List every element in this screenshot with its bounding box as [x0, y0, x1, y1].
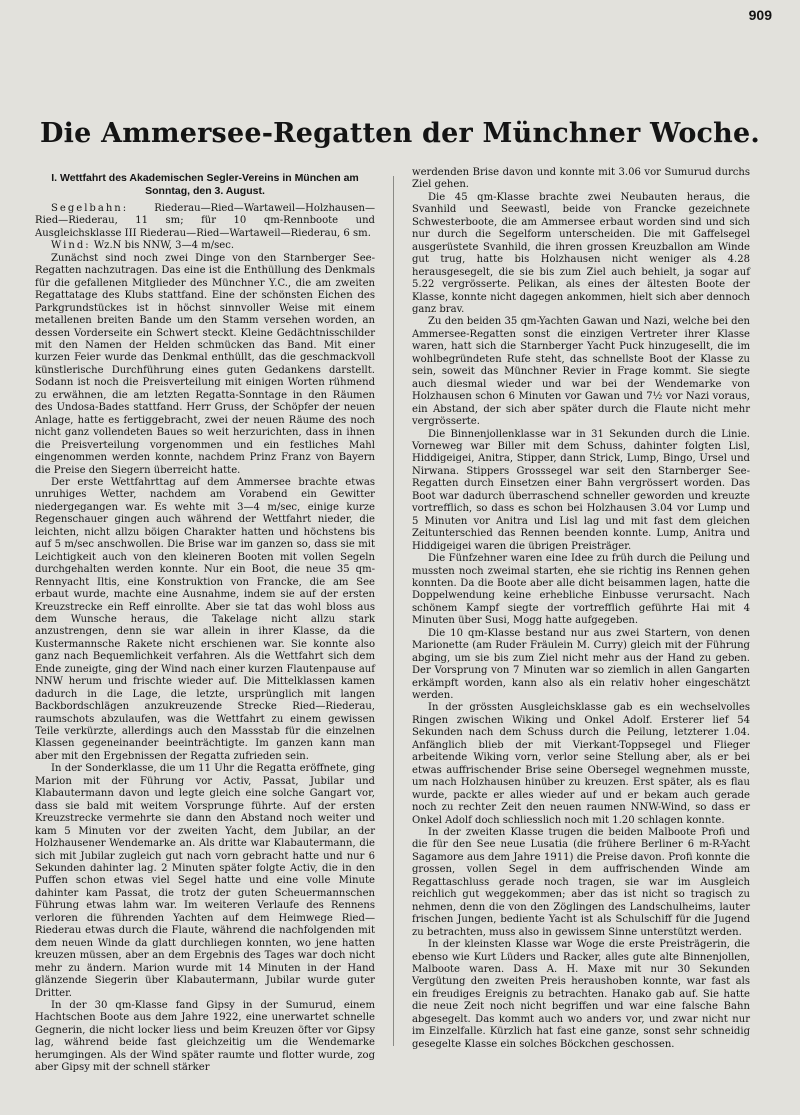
paragraph: In der zweiten Klasse trugen die beiden Malboote Profi und die für den See neue Lusatia (die frühere Berliner 6 m-R-Yacht Sagamore aus dem Jahre 1911) die Preise davon. Profi konnte die grossen, vollen Segel in dem auffrischenden Winde am Regattaschluss gerade noch tragen, sie war im Ausgleich reichlich gut weggekommen; aber das ist nicht so tragisch zu nehmen, denn die von den Zöglingen des Landschulheims, lauter frischen Jungen, bediente Yacht ist als Schulschiff für die Jugend zu betrachten, muss also in gewissem Sinne unterstützt werden. [412, 827, 750, 938]
wind-text: Wz.N bis NNW, 3—4 m/sec. [90, 240, 235, 252]
paragraph: Die Fünfzehner waren eine Idee zu früh durch die Peilung und mussten noch zweimal starten, ehe sie richtig ins Rennen gehen konnten. Da die Boote aber alle dicht beisammen lagen, hatte die Doppelwendung keine erhebliche Einbusse verursacht. Nach schönem Kampf siegte der vortrefflich geführte Hai mit 4 Minuten über Susi, Mogg hatte aufgegeben. [412, 553, 750, 627]
paragraph: Die 45 qm-Klasse brachte zwei Neubauten heraus, die Svanhild und Seewastl, beide von Francke gezeichnete Schwesterboote, die am Ammersee erbaut worden sind und sich nur durch die Segelform unterscheiden. Die mit Gaffelsegel ausgerüstete Svanhild, die ihren grossen Kreuzballon am Winde gut trug, hatte bis Holzhausen nicht weniger als 4.28 herausgesegelt, die sie bis zum Ziel auch behielt, ja sogar auf 5.22 vergrösserte. Pelikan, als eines der ältesten Boote der Klasse, konnte nicht dagegen ankommen, hielt sich aber dennoch ganz brav. [412, 191, 750, 315]
paragraph: Die 10 qm-Klasse bestand nur aus zwei Startern, von denen Marionette (am Ruder Fräulein M. Curry) gleich mit der Führung abging, um sie bis zum Ziel nicht mehr aus der Hand zu geben. Der Vorsprung von 7 Minuten war so ziemlich in allen Gangarten erkämpft worden, kann also als ein relativ hoher eingeschätzt werden. [412, 627, 750, 702]
right-column [412, 167, 750, 1051]
wind-info [35, 240, 375, 252]
left-column [35, 168, 375, 1075]
paragraph: Die Binnenjollenklasse war in 31 Sekunden durch die Linie. Vorneweg war Biller mit dem Schuss, dahinter folgten Lisl, Hiddigeigei, Anitra, Stipper, dann Strick, Lump, Bingo, Ursel und Nirwana. Stippers Grosssegel war seit den Starnberger See-Regatten durch Einsetzen einer Bahn vergrössert worden. Das Boot war dadurch überraschend schneller geworden und kreuzte vortrefflich, so dass es schon bei Holzhausen 3.04 vor Lump und 5 Minuten vor Anitra und Lisl lag und mit fast dem gleichen Zeitunterschied das Rennen beenden konnte. Lump, Anitra und Hiddigeigei waren die übrigen Preisträger. [412, 428, 750, 552]
course-text: Riederau—Ried—Wartaweil—Holzhausen—Ried—Riederau, 11 sm; für 10 qm-Rennboote und Ausgleichsklasse III Riederau—Ried—Wartaweil—Riederau, 6 sm. [35, 203, 375, 239]
article-title: Die Ammersee-Regatten der Münchner Woche. [40, 118, 760, 149]
paragraph-continued: werdenden Brise davon und konnte mit 3.06 vor Sumurud durchs Ziel gehen. [412, 167, 750, 191]
paragraph: In der Sonderklasse, die um 11 Uhr die Regatta eröffnete, ging Marion mit der Führung vor Activ, Passat, Jubilar und Klabautermann davon und legte gleich eine solche Gangart vor, dass sie bald mit weitem Vorsprunge führte. Auf der ersten Kreuzstrecke vermehrte sie dann den Abstand noch weiter und kam 5 Minuten vor der zweiten Yacht, dem Jubilar, an der Holzhausener Wendemarke an. Als dritte war Klabautermann, die sich mit Jubilar zugleich gut nach vorn gebracht hatte und nur 6 Sekunden dahinter lag. 2 Minuten später folgte Activ, die in den Puffen schon etwas viel Segel hatte und eine volle Minute dahinter kam Passat, die trotz der guten Scheuermannschen Führung etwas lahm war. Im weiteren Verlaufe des Rennens verloren die führenden Yachten auf dem Heimwege Ried—Riederau etwas durch die Flaute, während die nachfolgenden mit dem neuen Winde da glatt durchliegen konnten, wo jene hatten kreuzen müssen, aber an dem Ergebnis des Tages war doch nicht mehr zu ändern. Marion wurde mit 14 Minuten in der Hand glänzende Siegerin über Klabautermann, Jubilar wurde guter Dritter. [35, 763, 375, 999]
page-number: 909 [748, 7, 772, 23]
race-heading: I. Wettfahrt des Akademischen Segler-Vereins in München am Sonntag, den 3. August. [51, 172, 359, 197]
course-info [35, 203, 375, 240]
wind-label: Wind: [51, 240, 91, 252]
course-label: Segelbahn: [51, 203, 129, 214]
paragraph: Zunächst sind noch zwei Dinge von den Starnberger See-Regatten nachzutragen. Das eine ist die Enthüllung des Denkmals für die gefallenen Mitglieder des Münchner Y.C., die am zweiten Regattatage des Klubs stattfand. Eine der schönsten Eichen des Parkgrundstückes ist in höchst sinnvoller Weise mit einem metallenen breiten Bande um den Stamm versehen worden, an dessen Vorderseite ein Schwert steckt. Kleine Gedächtnisschilder mit den Namen der Helden schmücken das Band. Mit einer kurzen Feier wurde das Denkmal enthüllt, das die geschmackvoll künstlerische Durchführung eines guten Gedankens darstellt. Sodann ist noch die Preisverteilung mit einigen Worten rühmend zu erwähnen, die am letzten Regatta-Sonntage in den Räumen des Undosa-Bades stattfand. Herr Gruss, der Schöpfer der neuen Anlage, hatte es fertiggebracht, zwei der neuen Räume des noch nicht ganz vollendeten Baues so weit herzurichten, dass in ihnen die Preisverteilung vorgenommen und ein festliches Mahl eingenommen werden konnte, nachdem Prinz Franz von Bayern die Preise den Siegern überreicht hatte. [35, 252, 375, 476]
column-divider [393, 176, 394, 1046]
paragraph: Zu den beiden 35 qm-Yachten Gawan und Nazi, welche bei den Ammersee-Regatten sonst die einzigen Vertreter ihrer Klasse waren, hatt sich die Starnberger Yacht Puck hinzugesellt, die im wohlbegründeten Rufe steht, das schnellste Boot der Klasse zu sein, soweit das Münchner Revier in Frage kommt. Sie siegte auch diesmal wieder und war bei der Wendemarke von Holzhausen schon 6 Minuten vor Gawan und 7½ vor Nazi voraus, ein Abstand, der sich aber später durch die Flaute nicht mehr vergrösserte. [412, 316, 750, 428]
paragraph: In der kleinsten Klasse war Woge die erste Preisträgerin, die ebenso wie Kurt Lüders und Racker, alles gute alte Binnenjollen, Malboote waren. Dass A. H. Maxe mit nur 30 Sekunden Vergütung den zweiten Preis heraushoben konnte, war fast als ein freudiges Ereignis zu betrachten. Hanako gab auf. Sie hatte die neue Zeit noch nicht begriffen und war eine falsche Bahn abgesegelt. Das kommt auch wo anders vor, und zwar nicht nur im Einzelfalle. Kürzlich hat fast eine ganze, sonst sehr schneidig gesegelte Klasse ein solches Böckchen geschossen. [412, 939, 750, 1050]
paragraph: Der erste Wettfahrttag auf dem Ammersee brachte etwas unruhiges Wetter, nachdem am Vorabend ein Gewitter niedergegangen war. Es wehte mit 3—4 m/sec, einige kurze Regenschauer gingen auch während der Wettfahrt nieder, die leichten, nicht allzu böigen Charakter hatten und höchstens bis auf 5 m/sec anschwollen. Die Brise war im ganzen so, dass sie mit Leichtigkeit auch von den kleineren Booten mit vollen Segeln durchgehalten werden konnte. Nur ein Boot, die neue 35 qm-Rennyacht Iltis, eine Konstruktion von Francke, die am See erbaut wurde, machte eine Ausnahme, indem sie auf der ersten Kreuzstrecke ein Reff einrollte. Aber sie tat das wohl bloss aus dem Wunsche heraus, die Takelage nicht allzu stark anzustrengen, denn sie war allein in ihrer Klasse, da die Kustermannsche Rakete nicht erschienen war. Sie konnte also ganz nach Bequemlichkeit verfahren. Als die Wettfahrt sich dem Ende zuneigte, ging der Wind nach einer kurzen Flautenpause auf NNW herum und frischte wieder auf. Die Mittelklassen kamen dadurch in die Lage, die letzte, ursprünglich mit langen Backbordschlägen anzukreuzende Strecke Ried—Riederau, raumschots abzulaufen, was die Wettfahrt zu einem gewissen Teile verkürzte, allerdings auch den Massstab für die einzelnen Klassen gegeneinander beeinträchtigte. Im ganzen kann man aber mit den Ergebnissen der Regatta zufrieden sein. [35, 476, 375, 762]
paragraph: In der grössten Ausgleichsklasse gab es ein wechselvolles Ringen zwischen Wiking und Onkel Adolf. Ersterer lief 54 Sekunden nach dem Schuss durch die Peilung, letzterer 1.04. Anfänglich blieb der mit Vierkant-Toppsegel und Flieger arbeitende Wiking vorn, verlor seine Stellung aber, als er bei etwas auffrischender Brise seine Obersegel wegnehmen musste, um nach Holzhausen hinüber zu kreuzen. Erst später, als es flau wurde, packte er alles wieder auf und er bekam auch gerade noch zu rechter Zeit den neuen raumen NNW-Wind, so dass er Onkel Adolf doch schliesslich noch mit 1.20 schlagen konnte. [412, 702, 750, 826]
paragraph: In der 30 qm-Klasse fand Gipsy in der Sumurud, einem Hachtschen Boote aus dem Jahre 1922, eine unerwartet schnelle Gegnerin, die nicht locker liess und beim Kreuzen öfter vor Gipsy lag, während beide fast gleichzeitig um die Wendemarke herumgingen. Als der Wind später raumte und flotter wurde, zog aber Gipsy mit der schnell stärker [35, 1000, 375, 1074]
